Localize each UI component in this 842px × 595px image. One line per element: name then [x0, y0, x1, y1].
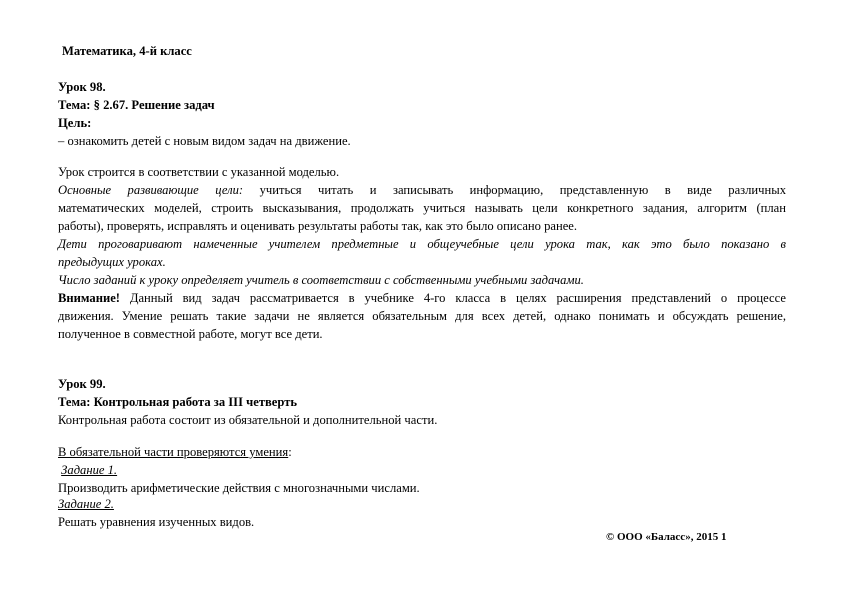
lesson98-intro: Урок строится в соответствии с указанной моделью. [58, 165, 340, 179]
mandatory-heading: В обязательной части проверяются умения: [58, 445, 292, 459]
tasks-count: Число заданий к уроку определяет учитель в соответствии с собственными учебными задачами. [58, 273, 584, 287]
copyright-footer: © ООО «Баласс», 2015 1 [606, 531, 727, 543]
lesson98-goal-label: Цель: [58, 116, 92, 130]
dev-goals-line3: работы), проверять, исправлять и оценивать результаты работы так, как это было описано ранее. [58, 219, 578, 233]
lesson99-number: Урок 99. [58, 377, 106, 391]
lesson98-goal: – ознакомить детей с новым видом задач на движение. [58, 134, 351, 148]
attention-line1: Внимание! Данный вид задач рассматривается в учебнике 4-го класса в целях расширения представлений о процессе [58, 291, 786, 305]
lesson99-intro: Контрольная работа состоит из обязательной и дополнительной части. [58, 413, 438, 427]
task2-label: Задание 2. [58, 497, 114, 511]
lesson98-topic [58, 97, 215, 113]
topic-text: Контрольная работа за III четверть [90, 395, 298, 409]
topic-label: Тема: [58, 98, 91, 112]
dev-goals-line1: Основные развивающие цели: учиться читать и записывать информацию, представленную в виде различных [58, 183, 787, 197]
lesson98-number: Урок 98. [58, 80, 106, 94]
attention-line2: движения. Умение решать такие задачи не является обязательным для всех детей, однако понимать и обсуждать решение, [58, 309, 786, 323]
attention-line3: полученное в совместной работе, могут все дети. [58, 327, 323, 341]
topic-label: Тема: [58, 395, 91, 409]
topic-text: § 2.67. Решение задач [90, 98, 215, 112]
teacher-line2: предыдущих уроках. [58, 255, 166, 269]
task2-text: Решать уравнения изученных видов. [58, 515, 255, 529]
task1-text: Производить арифметические действия с многозначными числами. [58, 481, 420, 495]
dev-goals-label: Основные развивающие цели: [58, 183, 244, 197]
attention-label: Внимание! [58, 291, 120, 305]
subject-header: Математика, 4-й класс [62, 44, 192, 58]
teacher-line1: Дети проговаривают намеченные учителем предметные и общеучебные цели урока так, как это было показано в [58, 237, 786, 251]
lesson99-topic [58, 394, 297, 410]
task1-label: Задание 1. [61, 463, 118, 477]
dev-goals-line2: математических моделей, строить высказывания, продолжать учиться называть цели конкретного задания, алгоритм (план [58, 201, 786, 215]
